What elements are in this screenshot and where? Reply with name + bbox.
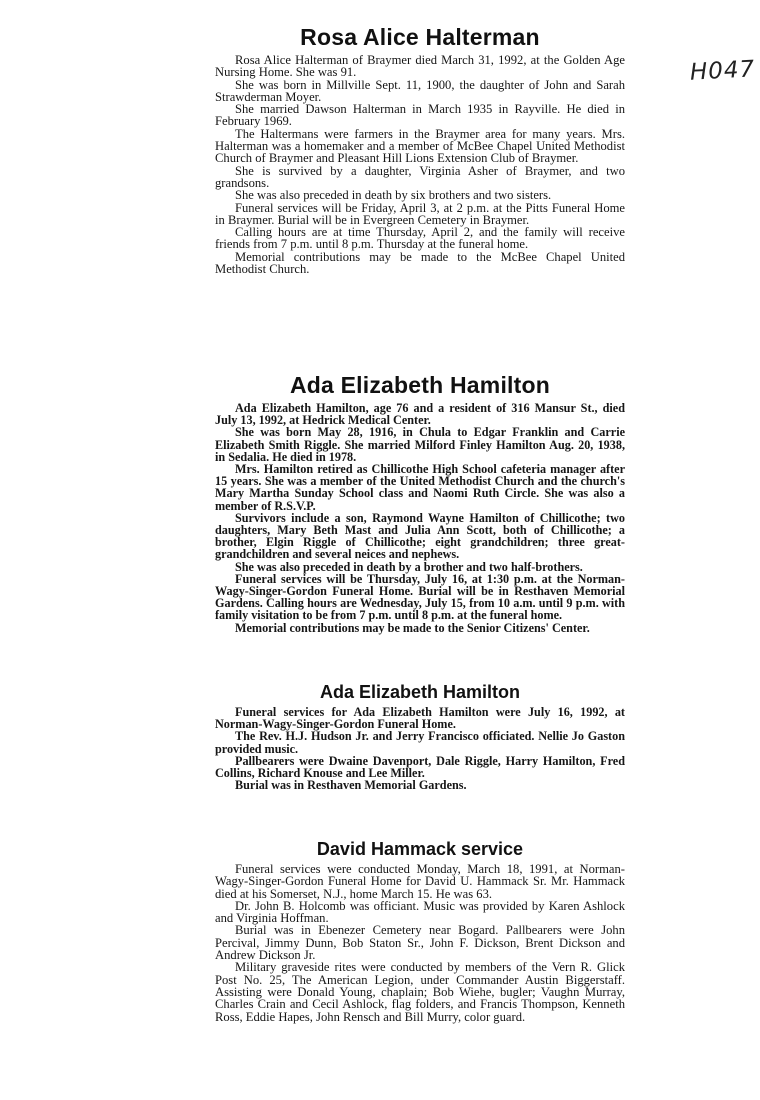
headline: Ada Elizabeth Hamilton <box>319 682 521 702</box>
paragraph: She was also preceded in death by a brother and two half-brothers. <box>235 559 583 574</box>
handwritten-code: H047 <box>689 56 756 86</box>
paragraph: Pallbearers were Dwaine Davenport, Dale Riggle, Harry Hamilton, Fred Collins, Richard Knouse and Lee Miller. <box>215 753 625 781</box>
paragraph: Survivors include a son, Raymond Wayne Hamilton of Chillicothe; two daughters, Mary Beth Mast and Julia Ann Scott, both of Chillicothe; a brother, Elgin Riggle of Chillicothe; eight grandchildren; three great-grandchildren and several neices and nephews. <box>215 510 625 562</box>
paragraph: The Haltermans were farmers in the Braymer area for many years. Mrs. Halterman was a homemaker and a member of McBee Chapel United Methodist Church of Braymer and Pleasant Hill Lions Extension Club of Braymer. <box>215 126 625 166</box>
paragraph: The Rev. H.J. Hudson Jr. and Jerry Francisco officiated. Nellie Jo Gaston provided music. <box>215 729 625 756</box>
paragraph: Memorial contributions may be made to the Senior Citizens' Center. <box>235 620 590 635</box>
headline: Ada Elizabeth Hamilton <box>290 372 550 398</box>
paragraph: Funeral services will be Thursday, July 16, at 1:30 p.m. at the Norman-Wagy-Singer-Gordon Funeral Home. Burial will be in Resthaven Memorial Gardens. Calling hours are Wednesday, July 15, from 10 a.m. until 9 p.m. with family visitation to be from 7 p.m. until 8 p.m. at the funeral home. <box>215 571 625 623</box>
paragraph: Dr. John B. Holcomb was officiant. Music was provided by Karen Ashlock and Virginia Hoffman. <box>215 898 625 926</box>
paragraph: She is survived by a daughter, Virginia Asher of Braymer, and two grandsons. <box>215 163 625 190</box>
headline: David Hammack service <box>316 839 524 859</box>
paragraph: Memorial contributions may be made to the McBee Chapel United Methodist Church. <box>215 249 625 277</box>
funeral-notice-ada-elizabeth-hamilton <box>215 682 625 791</box>
headline: Rosa Alice Halterman <box>300 24 540 50</box>
paragraph: Ada Elizabeth Hamilton, age 76 and a resident of 316 Mansur St., died July 13, 1992, at Hedrick Medical Center. <box>215 401 625 428</box>
paragraph: Calling hours are at time Thursday, April 2, and the family will receive friends from 7 p.m. until 8 p.m. Thursday at the funeral home. <box>215 225 625 252</box>
paragraph: Mrs. Hamilton retired as Chillicothe High School cafeteria manager after 15 years. She was a member of the United Methodist Church and the church's Mary Martha Sunday School class and Naomi Ruth Circle. She was also a member of R.S.V.P. <box>215 462 625 513</box>
paragraph: Rosa Alice Halterman of Braymer died March 31, 1992, at the Golden Age Nursing Home. She was 91. <box>215 53 625 80</box>
paragraph: She married Dawson Halterman in March 1935 in Rayville. He died in February 1969. <box>215 102 625 129</box>
paragraph: She was born May 28, 1916, in Chula to Edgar Franklin and Carrie Elizabeth Smith Riggle. She married Milford Finley Hamilton Aug. 20, 1938, in Sedalia. He died in 1978. <box>215 425 625 464</box>
paragraph: Funeral services will be Friday, April 3, at 2 p.m. at the Pitts Funeral Home in Braymer. Burial will be in Evergreen Cemetery in Braymer. <box>215 200 625 227</box>
paragraph: Burial was in Ebenezer Cemetery near Bogard. Pallbearers were John Percival, Jimmy Dunn, Bob Staton Sr., John F. Dickson, Brent Dickson and Andrew Dickson Jr. <box>215 923 625 963</box>
funeral-notice-david-hammack <box>215 839 625 1023</box>
paragraph: She was also preceded in death by six brothers and two sisters. <box>235 188 552 203</box>
paragraph: She was born in Millville Sept. 11, 1900, the daughter of John and Sarah Strawderman Moyer. <box>215 77 625 104</box>
paragraph: Burial was in Resthaven Memorial Gardens. <box>235 778 467 793</box>
obituary-rosa-alice-halterman <box>215 24 625 275</box>
obituary-ada-elizabeth-hamilton <box>215 372 625 634</box>
paragraph: Funeral services for Ada Elizabeth Hamilton were July 16, 1992, at Norman-Wagy-Singer-Gordon Funeral Home. <box>215 705 625 732</box>
paragraph: Military graveside rites were conducted by members of the Vern R. Glick Post No. 25, The American Legion, under Commander Austin Biggerstaff. Assisting were Donald Young, chaplain; Bob Wiehe, bugler; Vaughn Murray, Charles Crain and Cecil Ashlock, flag folders, and Francis Thompson, Kenneth Ross, Eddie Hapes, John Rensch and Bill Murry, color guard. <box>215 960 625 1024</box>
paragraph: Funeral services were conducted Monday, March 18, 1991, at Norman-Wagy-Singer-Gordon Funeral Home for David U. Hammack Sr. Mr. Hammack died at his Somerset, N.J., home March 15. He was 63. <box>215 862 625 901</box>
